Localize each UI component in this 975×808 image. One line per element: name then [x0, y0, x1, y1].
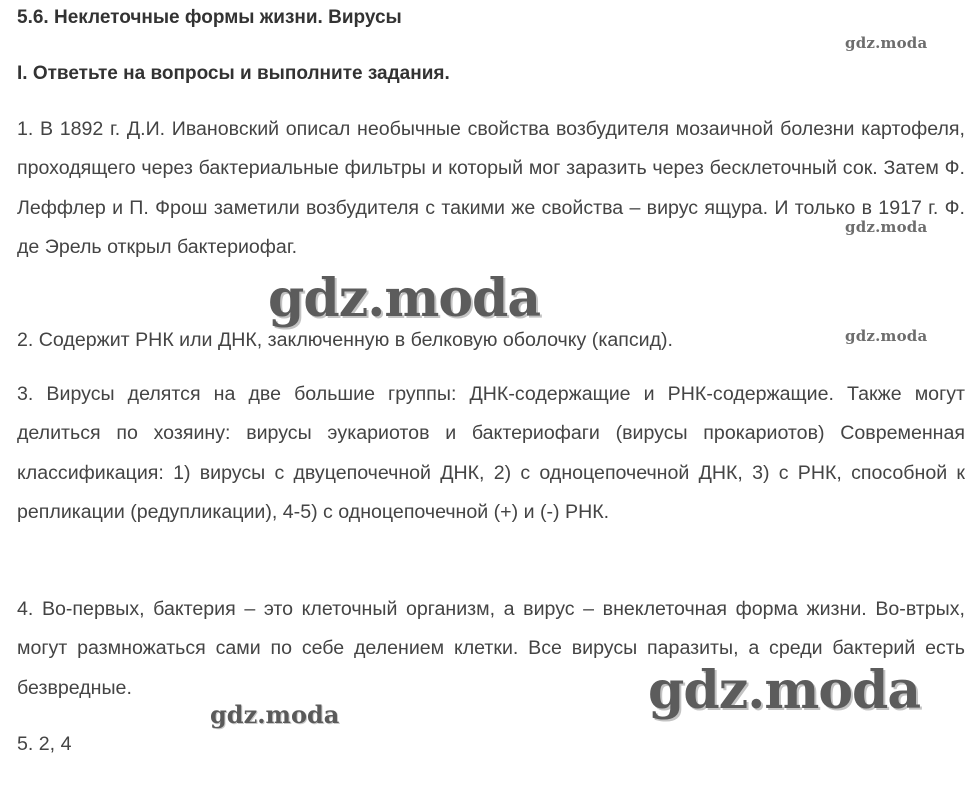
answer-1: 1. В 1892 г. Д.И. Ивановский описал необычные свойства возбудителя мозаичной болезни картофеля, проходящего через бактериальные фильтры и который мог заразить через бесклеточный сок. Затем Ф. Леффлер и П. Фрош заметили возбудителя с такими же свойства – вирус ящура. И только в 1917 г. Ф. де Эрель открыл бактериофаг. — [17, 118, 965, 258]
answer-3: 3. Вирусы делятся на две большие группы: ДНК-содержащие и РНК-содержащие. Также могут делиться по хозяину: вирусы эукариотов и бактериофаги (вирусы прокариотов) Современная классификация: 1) вирусы с двуцепочечной ДНК, 2) с одноцепочечной ДНК, 3) с РНК, способной к репликации (редупликации), 4-5) с одноцепочечной (+) и (-) РНК. — [17, 383, 965, 523]
section-title: 5.6. Неклеточные формы жизни. Вирусы — [17, 7, 402, 28]
watermark: gdz.moda — [845, 218, 928, 236]
answer-4: 4. Во-первых, бактерия – это клеточный организм, а вирус – внеклеточная форма жизни. Во-втрых, могут размножаться сами по себе делением клетки. Все вирусы паразиты, а среди бактерий есть безвредные. — [17, 598, 965, 699]
answer-2: 2. Содержит РНК или ДНК, заключенную в белковую оболочку (капсид). — [17, 329, 673, 351]
watermark-large: gdz.moda — [648, 660, 921, 721]
watermark: gdz.moda — [210, 700, 340, 729]
task-heading: I. Ответьте на вопросы и выполните задания. — [17, 63, 450, 84]
watermark-large: gdz.moda — [268, 268, 541, 329]
watermark: gdz.moda — [845, 34, 928, 52]
watermark: gdz.moda — [845, 327, 928, 345]
answer-5: 5. 2, 4 — [17, 733, 72, 755]
